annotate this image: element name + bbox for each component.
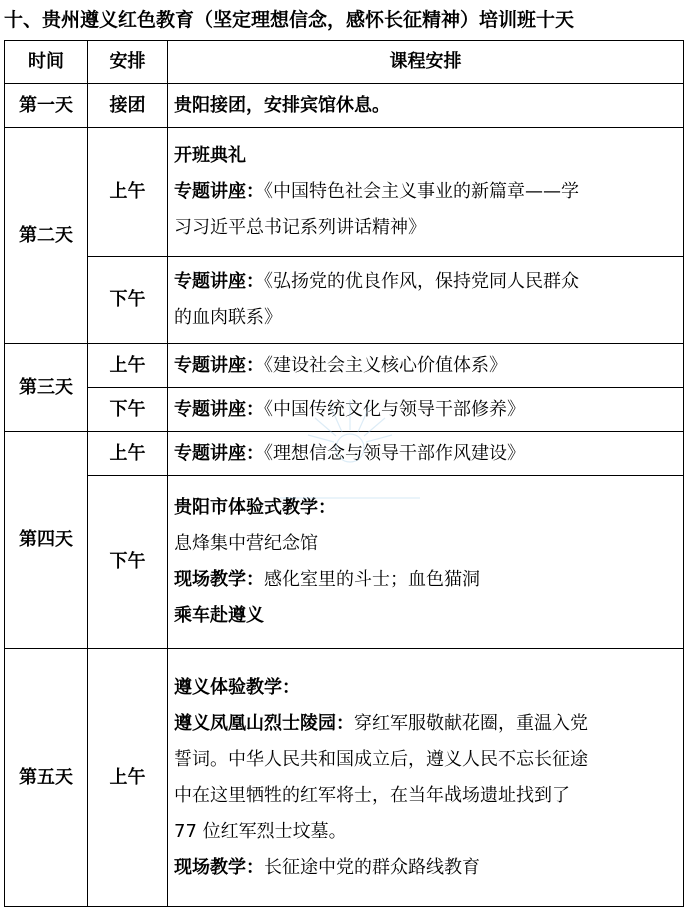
lecture-label: 专题讲座： xyxy=(174,398,264,420)
table-row-day2-am xyxy=(5,128,684,257)
course-content xyxy=(168,388,684,432)
cemetery-text-cont: 77 位红军烈士坟墓。 xyxy=(174,820,347,842)
table-header-row xyxy=(5,41,684,84)
day-label: 第二天 xyxy=(5,128,88,344)
day-label: 第三天 xyxy=(5,344,88,432)
lecture-label: 专题讲座： xyxy=(174,354,264,376)
lecture-title-cont: 的血肉联系》 xyxy=(174,307,282,328)
day-label: 第四天 xyxy=(5,432,88,649)
course-content xyxy=(168,649,684,907)
period-label: 接团 xyxy=(88,84,168,128)
period-label: 上午 xyxy=(88,344,168,388)
lecture-label: 专题讲座： xyxy=(174,442,264,464)
header-arrangement: 安排 xyxy=(88,41,168,84)
cemetery-label: 遵义凤凰山烈士陵园： xyxy=(174,712,354,734)
field-teaching-label: 现场教学： xyxy=(174,569,264,590)
course-content xyxy=(168,476,684,649)
course-content: 贵阳接团，安排宾馆休息。 xyxy=(168,84,684,128)
lecture-label: 专题讲座： xyxy=(174,181,264,202)
course-content xyxy=(168,344,684,388)
lecture-title: 《建设社会主义核心价值体系》 xyxy=(264,354,507,376)
lecture-label: 专题讲座： xyxy=(174,271,264,292)
field-teaching-text: 长征途中党的群众路线教育 xyxy=(264,856,480,878)
table-row-day2-pm xyxy=(5,257,684,344)
period-label: 上午 xyxy=(88,128,168,257)
cemetery-text-cont: 中在这里牺牲的红军将士，在当年战场遗址找到了 xyxy=(174,784,570,806)
experiential-place: 息烽集中营纪念馆 xyxy=(174,533,318,554)
lecture-title: 《弘扬党的优良作风，保持党同人民群众 xyxy=(264,271,579,292)
period-label: 下午 xyxy=(88,257,168,344)
field-teaching-label: 现场教学： xyxy=(174,856,264,878)
table-row-day5-am xyxy=(5,649,684,907)
lecture-title: 《中国特色社会主义事业的新篇章——学 xyxy=(264,181,579,202)
period-label: 下午 xyxy=(88,476,168,649)
opening-ceremony: 开班典礼 xyxy=(174,145,246,166)
period-label: 下午 xyxy=(88,388,168,432)
table-row-day1 xyxy=(5,84,684,128)
travel-note: 乘车赴遵义 xyxy=(174,605,264,626)
lecture-title: 《中国传统文化与领导干部修养》 xyxy=(264,398,525,420)
header-course: 课程安排 xyxy=(168,41,684,84)
period-label: 上午 xyxy=(88,432,168,476)
table-row-day3-pm xyxy=(5,388,684,432)
course-content xyxy=(168,128,684,257)
cemetery-text-cont: 誓词。中华人民共和国成立后，遵义人民不忘长征途 xyxy=(174,748,588,770)
table-row-day3-am xyxy=(5,344,684,388)
course-content xyxy=(168,257,684,344)
experiential-label: 贵阳市体验式教学： xyxy=(174,497,336,518)
experiential-label: 遵义体验教学： xyxy=(174,676,300,698)
header-time: 时间 xyxy=(5,41,88,84)
cemetery-text: 穿红军服敬献花圈，重温入党 xyxy=(354,712,588,734)
day-label: 第一天 xyxy=(5,84,88,128)
schedule-table xyxy=(4,40,684,907)
field-teaching-text: 感化室里的斗士；血色猫洞 xyxy=(264,569,480,590)
table-row-day4-am xyxy=(5,432,684,476)
lecture-title: 《理想信念与领导干部作风建设》 xyxy=(264,442,525,464)
period-label: 上午 xyxy=(88,649,168,907)
lecture-title-cont: 习习近平总书记系列讲话精神》 xyxy=(174,217,426,238)
day-label: 第五天 xyxy=(5,649,88,907)
course-content xyxy=(168,432,684,476)
page-title: 十、贵州遵义红色教育（坚定理想信念，感怀长征精神）培训班十天 xyxy=(4,9,575,31)
table-row-day4-pm xyxy=(5,476,684,649)
